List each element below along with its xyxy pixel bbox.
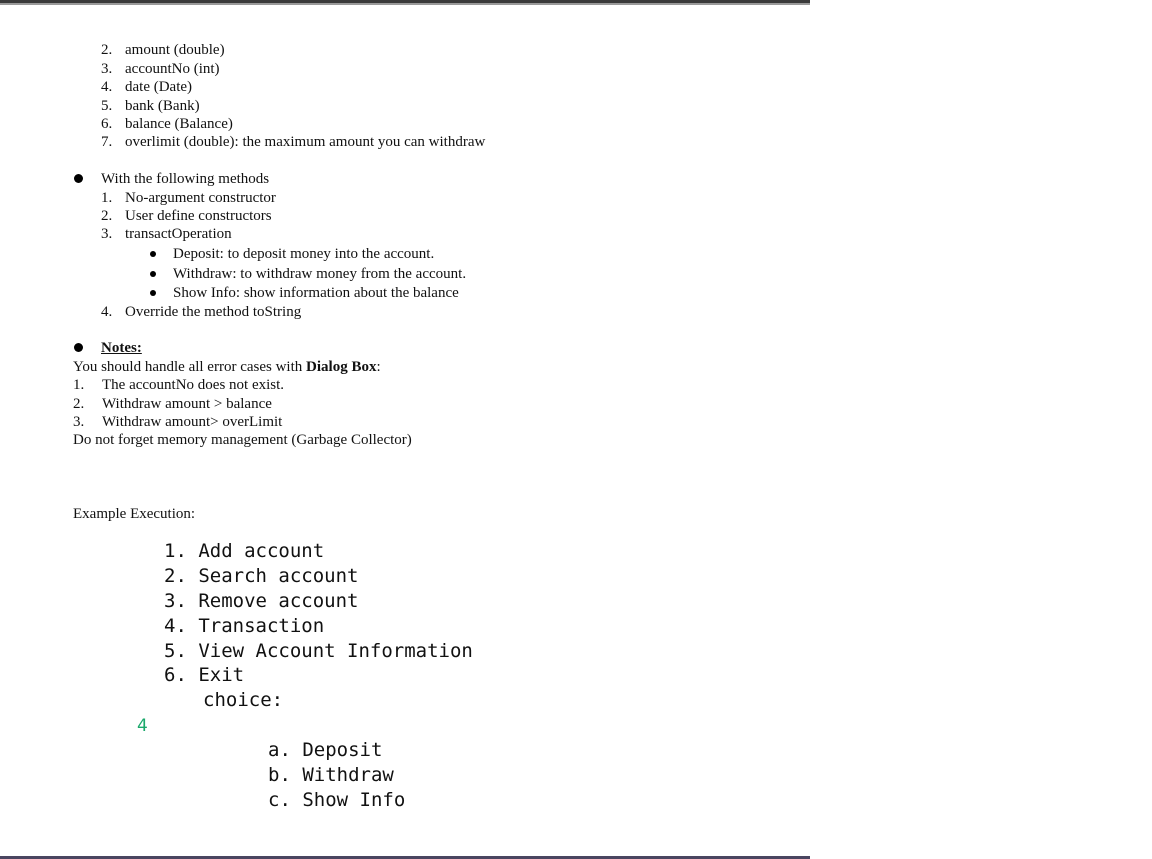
list-number: 3. — [101, 226, 113, 242]
list-number: 2. — [101, 208, 113, 224]
bullet-icon — [74, 343, 83, 352]
list-item: The accountNo does not exist. — [102, 377, 285, 393]
list-item: date (Date) — [125, 79, 193, 95]
list-number: 1. — [101, 190, 113, 206]
list-item: Override the method toString — [125, 304, 302, 320]
sub-list-item: Show Info: show information about the balance — [173, 285, 459, 301]
menu-line: 1. Add account — [164, 540, 325, 562]
list-item: overlimit (double): the maximum amount you can withdraw — [125, 134, 486, 150]
notes-intro-bold: Dialog Box — [306, 359, 377, 375]
list-number: 6. — [101, 116, 113, 132]
notes-intro-text: You should handle all error cases with — [73, 359, 307, 375]
list-number: 3. — [73, 414, 85, 430]
menu-line: 3. Remove account — [164, 590, 359, 612]
menu-line: 4. Transaction — [164, 615, 325, 637]
bullet-icon — [74, 174, 83, 183]
top-border-shadow — [0, 3, 810, 5]
list-item: amount (double) — [125, 42, 225, 58]
choice-prompt: choice: — [203, 689, 284, 711]
list-item: accountNo (int) — [125, 61, 220, 77]
menu-line: 2. Search account — [164, 565, 359, 587]
user-input: 4 — [137, 716, 148, 736]
list-number: 2. — [73, 396, 85, 412]
sub-list-item: Withdraw: to withdraw money from the account. — [173, 266, 467, 282]
list-number: 3. — [101, 61, 113, 77]
list-number: 2. — [101, 42, 113, 58]
notes-label: Notes: — [101, 340, 142, 356]
list-item: No-argument constructor — [125, 190, 276, 206]
list-number: 4. — [101, 79, 113, 95]
list-item: bank (Bank) — [125, 98, 200, 114]
example-label: Example Execution: — [73, 506, 196, 522]
list-number: 4. — [101, 304, 113, 320]
list-item: User define constructors — [125, 208, 272, 224]
list-item: transactOperation — [125, 226, 232, 242]
sub-menu-line: b. Withdraw — [268, 764, 394, 786]
list-item: Withdraw amount> overLimit — [102, 414, 283, 430]
list-item: balance (Balance) — [125, 116, 233, 132]
notes-intro-end: : — [376, 359, 381, 375]
list-number: 1. — [73, 377, 85, 393]
menu-line: 5. View Account Information — [164, 640, 473, 662]
bullet-icon — [150, 251, 156, 257]
notes-footer: Do not forget memory management (Garbage Collector) — [73, 432, 412, 448]
sub-list-item: Deposit: to deposit money into the account. — [173, 246, 435, 262]
menu-line: 6. Exit — [164, 664, 245, 686]
list-number: 7. — [101, 134, 113, 150]
notes-intro — [73, 358, 381, 376]
list-item: Withdraw amount > balance — [102, 396, 272, 412]
sub-menu-line: a. Deposit — [268, 739, 383, 761]
bullet-icon — [150, 290, 156, 296]
sub-menu-line: c. Show Info — [268, 789, 406, 811]
list-number: 5. — [101, 98, 113, 114]
bullet-icon — [150, 271, 156, 277]
methods-heading: With the following methods — [101, 171, 270, 187]
